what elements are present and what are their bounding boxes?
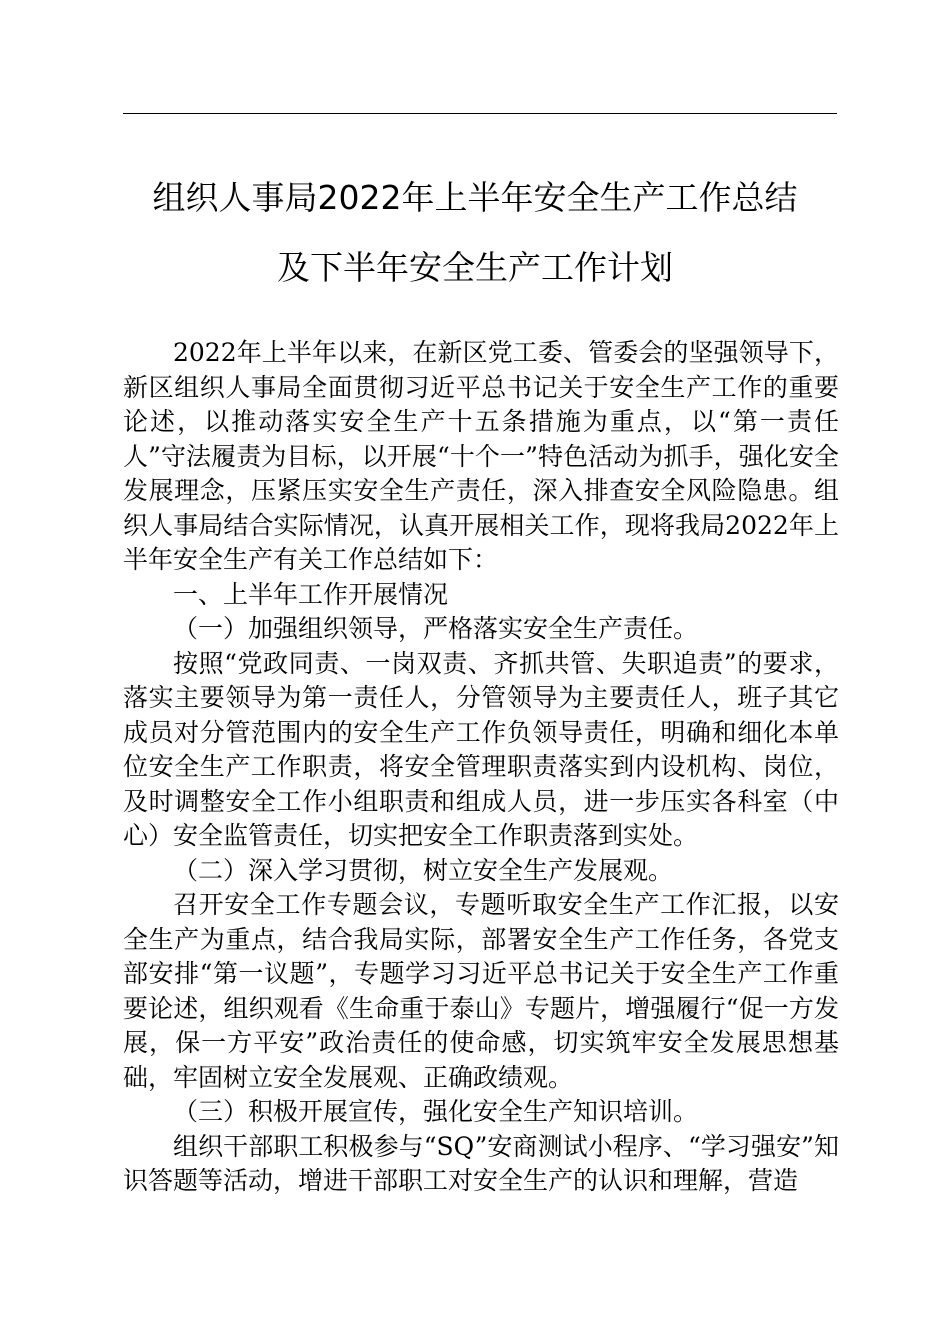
body-paragraph-2: 召开安全工作专题会议，专题听取安全生产工作汇报，以安全生产为重点，结合我局实际，部署安全生产工作任务，各党支部安排“第一议题”，专题学习习近平总书记关于安全生产工作重要论述，组织观看《生命重于泰山》专题片，增强履行“促一方发展，保一方平安”政治责任的使命感，切实筑牢安全发展思想基础，牢固树立安全发展观、正确政绩观。 [123, 890, 839, 1092]
subsection-heading-1: （一）加强组织领导，严格落实安全生产责任。 [173, 614, 699, 643]
section-heading: 一、上半年工作开展情况 [173, 579, 449, 609]
document-body [123, 336, 839, 1199]
body-paragraph-3: 组织干部职工积极参与“SQ”安商测试小程序、“学习强安”知识答题等活动，增进干部职工对安全生产的认识和理解，营造 [123, 1131, 839, 1195]
document-title-line-2: 及下半年安全生产工作计划 [277, 248, 673, 287]
intro-paragraph: 2022年上半年以来，在新区党工委、管委会的坚强领导下，新区组织人事局全面贯彻习近平总书记关于安全生产工作的重要论述，以推动落实安全生产十五条措施为重点，以“第一责任人”守法履责为目标，以开展“十个一”特色活动为抓手，强化安全发展理念，压紧压实安全生产责任，深入排查安全风险隐患。组织人事局结合实际情况，认真开展相关工作，现将我局2022年上半年安全生产有关工作总结如下： [123, 338, 839, 574]
subsection-heading-2: （二）深入学习贯彻，树立安全生产发展观。 [173, 855, 674, 885]
header-rule [123, 113, 837, 114]
body-paragraph-1: 按照“党政同责、一岗双责、齐抓共管、失职追责”的要求，落实主要领导为第一责任人，分管领导为主要责任人，班子其它成员对分管范围内的安全生产工作负领导责任，明确和细化本单位安全生产工作职责，将安全管理职责落实到内设机构、岗位，及时调整安全工作小组职责和组成人员，进一步压实各科室（中心）安全监管责任，切实把安全工作职责落到实处。 [123, 648, 839, 850]
subsection-heading-3: （三）积极开展宣传，强化安全生产知识培训。 [173, 1097, 699, 1126]
document-title-line-1: 组织人事局2022年上半年安全生产工作总结 [152, 178, 798, 217]
